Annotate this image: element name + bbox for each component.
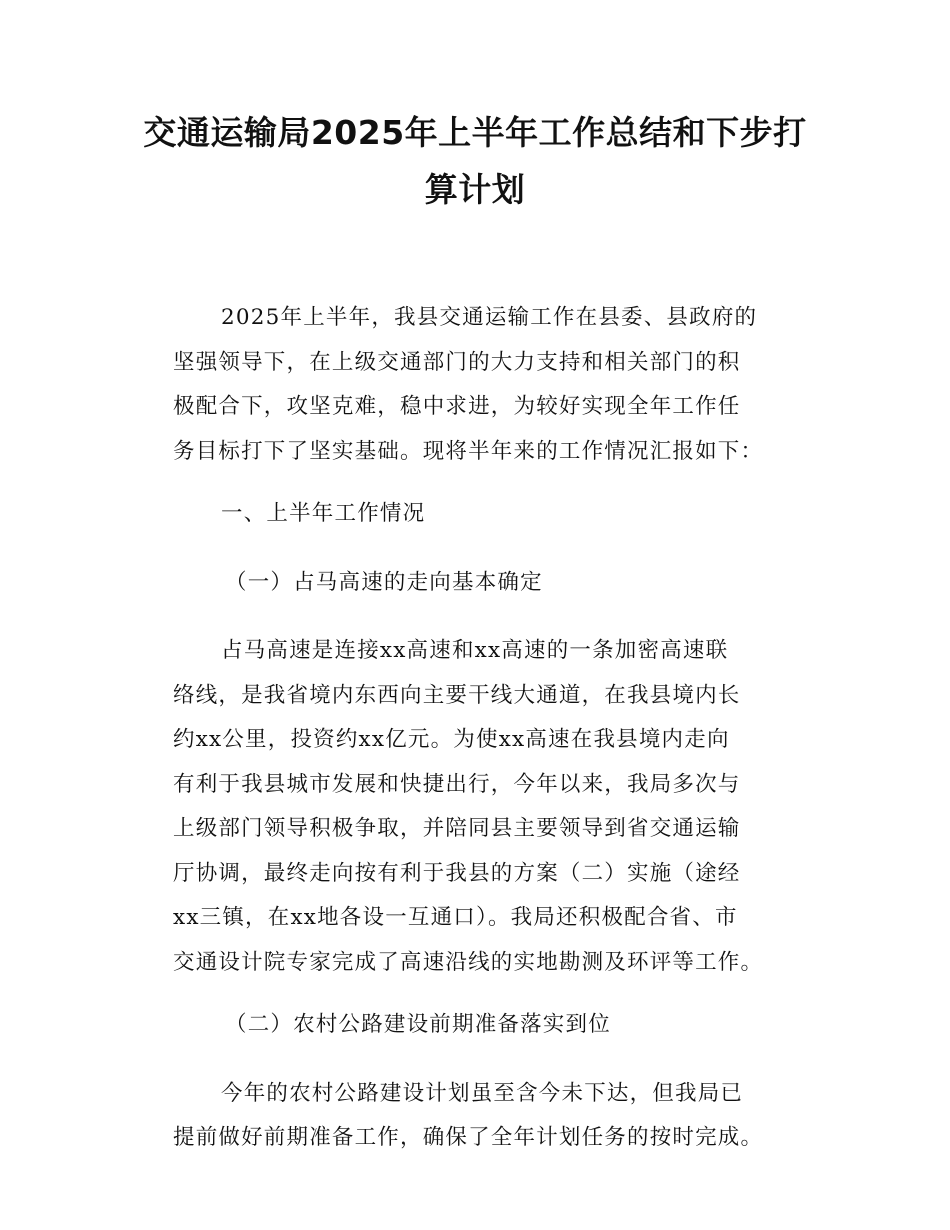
paragraph-line: 约xx公里，投资约xx亿元。为使xx高速在我县境内走向 [173,727,730,752]
paragraph-line: 今年的农村公路建设计划虽至含今未下达，但我局已 [221,1080,744,1106]
subsection-2-paragraph [173,1072,813,1161]
section-heading: 一、上半年工作情况 [221,501,426,526]
paragraph-line: 坚强领导下，在上级交通部门的大力支持和相关部门的积 [173,349,741,375]
paragraph-line: 2025年上半年，我县交通运输工作在县委、县政府的 [221,305,758,330]
paragraph-line: 有利于我县城市发展和快捷出行，今年以来，我局多次与 [173,771,741,797]
document-title [140,104,810,218]
subsection-1-paragraph [173,629,813,985]
paragraph-line: 上级部门领导积极争取，并陪同县主要领导到省交通运输 [173,816,741,841]
paragraph-line: 极配合下，攻坚克难，稳中求进，为较好实现全年工作任 [173,394,741,419]
paragraph-line: 厅协调，最终走向按有利于我县的方案（二）实施（途经 [173,860,741,886]
title-line-2: 算计划 [424,170,526,209]
intro-paragraph [173,296,813,474]
paragraph-line: 提前做好前期准备工作，确保了全年计划任务的按时完成。 [173,1125,764,1150]
paragraph-line: 交通设计院专家完成了高速沿线的实地勘测及环评等工作。 [173,949,764,975]
paragraph-line: 务目标打下了坚实基础。现将半年来的工作情况汇报如下： [173,438,764,464]
title-line-1: 交通运输局2025年上半年工作总结和下步打 [143,113,807,152]
subsection-heading-2: （二）农村公路建设前期准备落实到位 [225,1012,611,1037]
document-body [173,296,813,1179]
paragraph-line: 占马高速是连接xx高速和xx高速的一条加密高速联 [221,638,729,663]
paragraph-line: xx三镇，在xx地各设一互通口）。我局还积极配合省、市 [173,905,738,930]
paragraph-line: 络线，是我省境内东西向主要干线大通道，在我县境内长 [173,682,741,708]
subsection-heading-1: （一）占马高速的走向基本确定 [225,569,543,595]
